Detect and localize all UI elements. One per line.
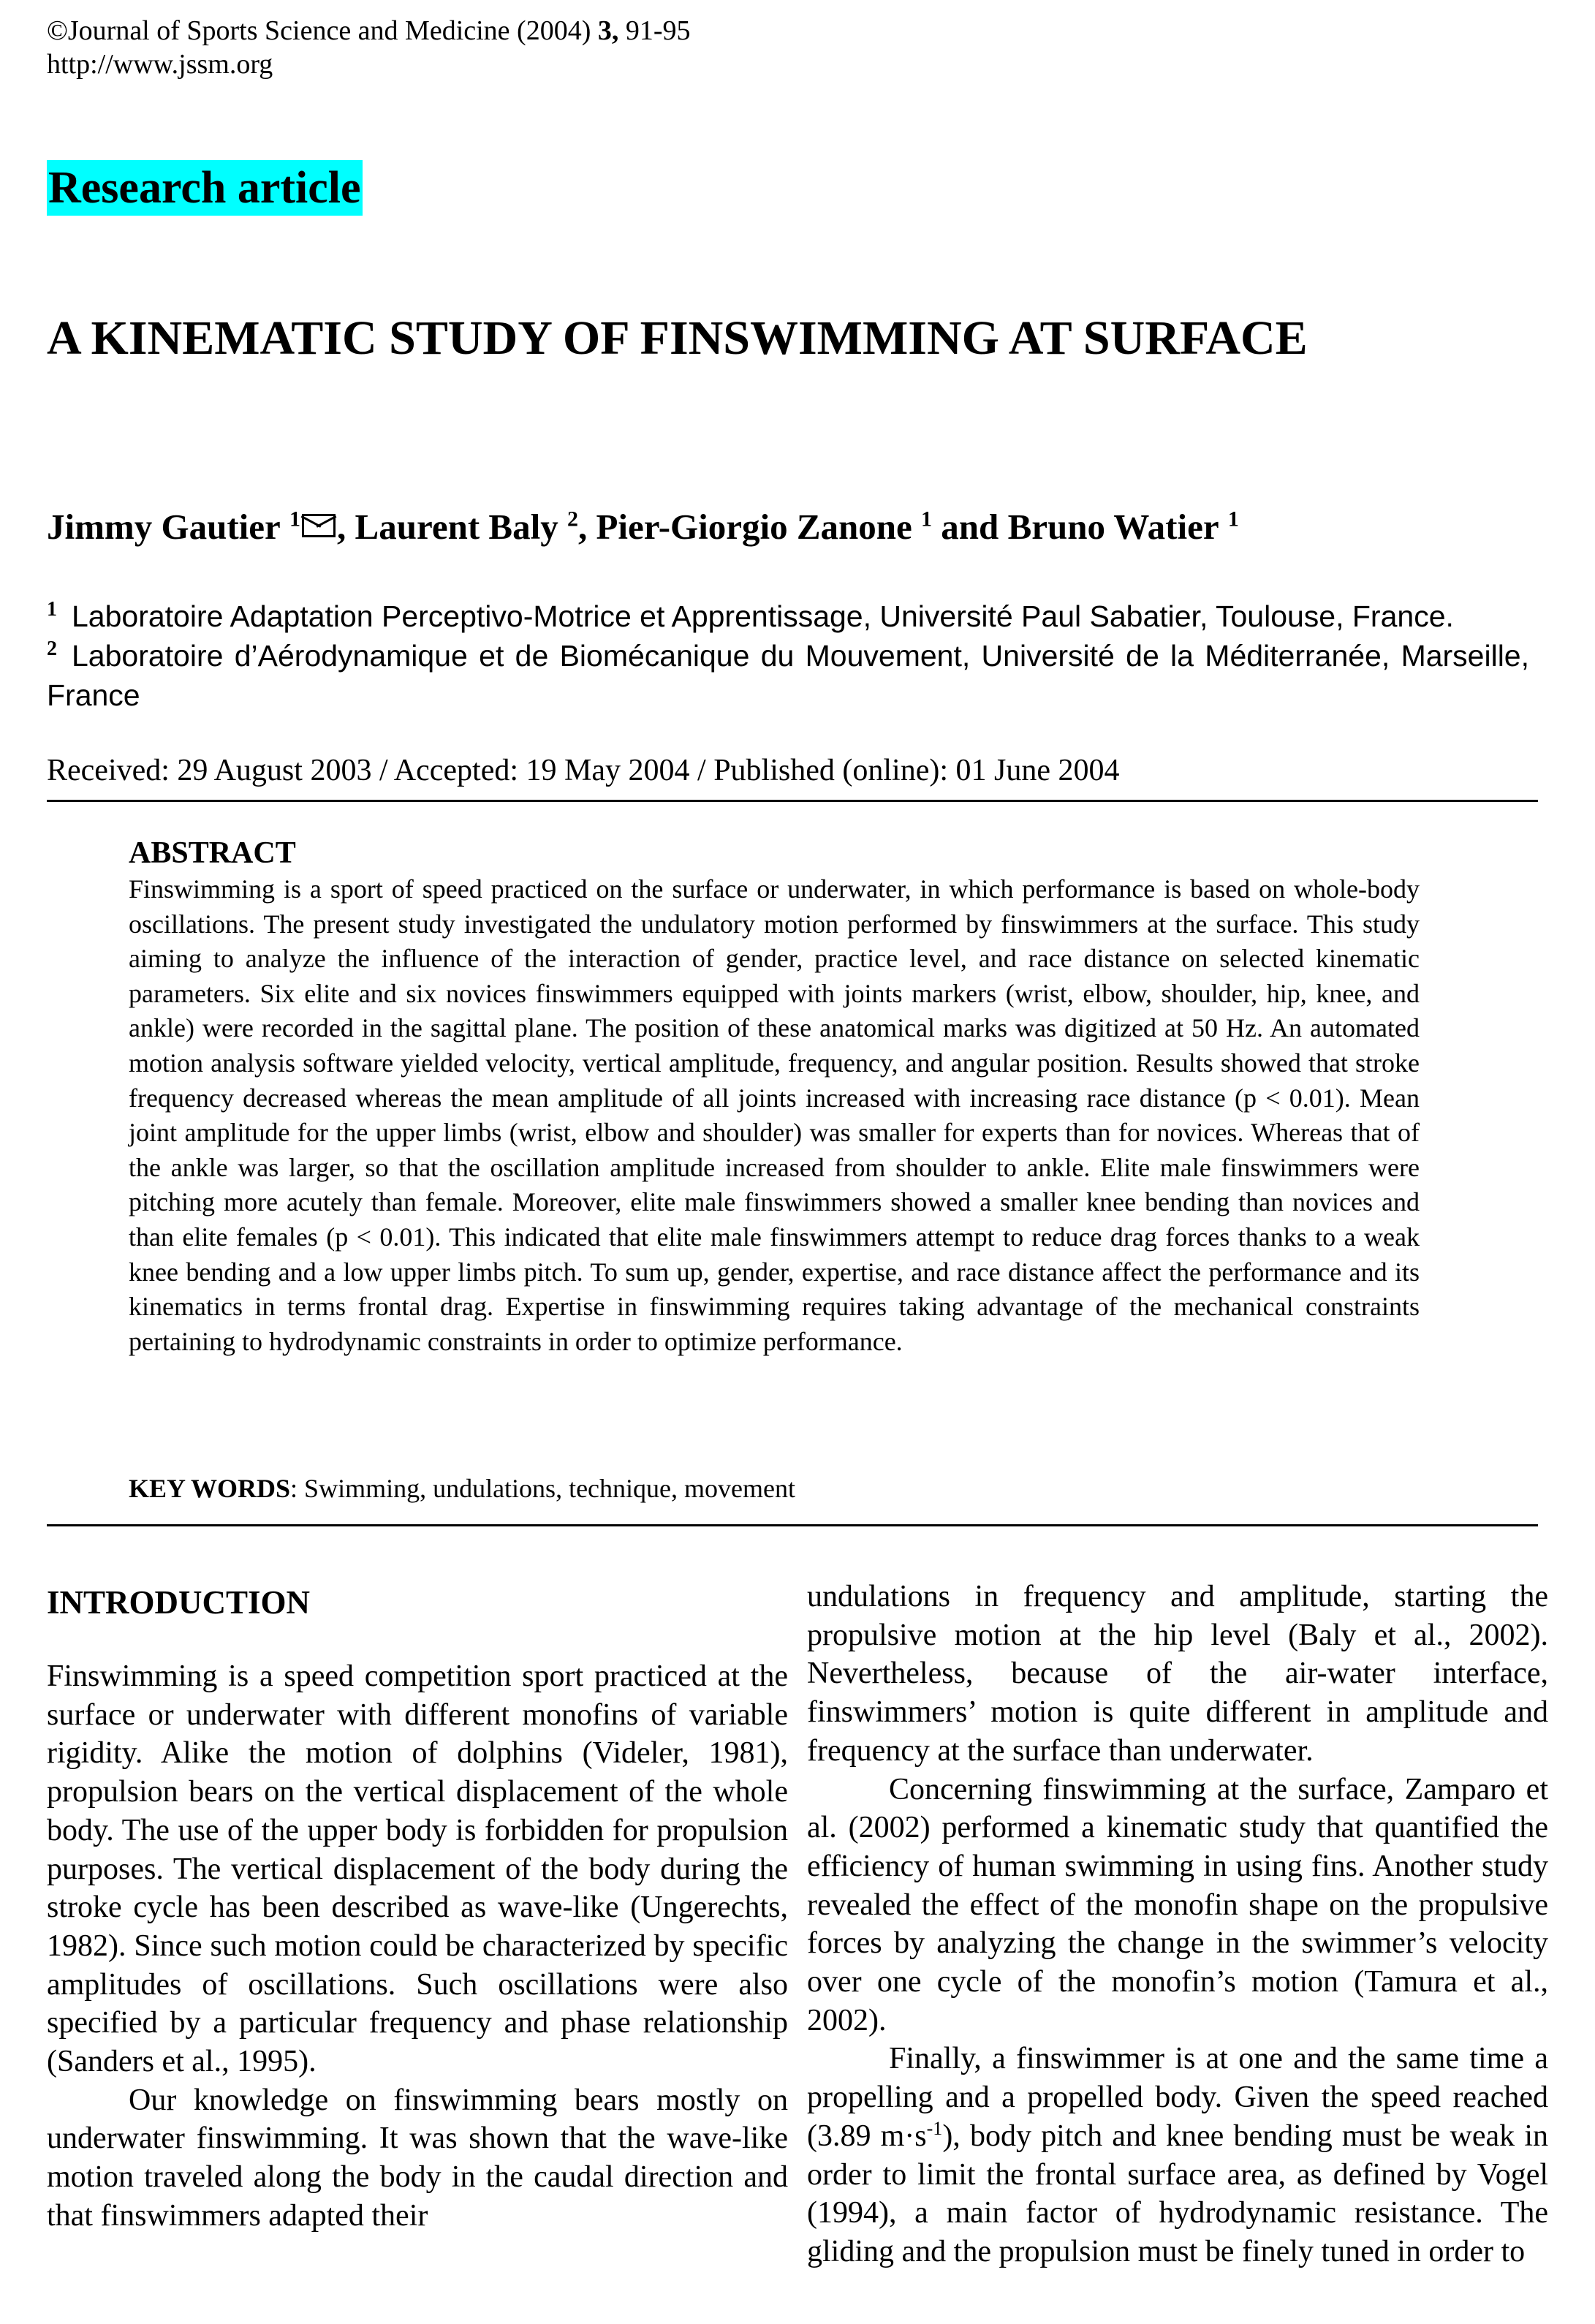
divider-top — [47, 800, 1538, 802]
keywords-text: : Swimming, undulations, technique, movement — [290, 1474, 795, 1503]
abstract-heading: ABSTRACT — [129, 836, 296, 870]
author-connector: and — [941, 507, 999, 547]
journal-url[interactable]: http://www.jssm.org — [47, 49, 273, 80]
affiliation-number: 1 — [47, 598, 57, 621]
abstract-text: Finswimming is a sport of speed practiced on the surface or underwater, in which performance is based on whole-body oscillations. The present study investigated the undulatory motion performed by finswimmers at the surface. This study aiming to analyze the influence of the interaction of gender, practice level, and race distance on selected kinematic parameters. Six elite and six novices finswimmers equipped with joints markers (wrist, elbow, shoulder, hip, knee, and ankle) were recorded in the sagittal plane. The position of these anatomical marks was digitized at 50 Hz. An automated motion analysis software yielded velocity, vertical amplitude, frequency, and angular position. Results showed that stroke frequency decreased whereas the mean amplitude of all joints increased with increasing race distance (p < 0.01). Mean joint amplitude for the upper limbs (wrist, elbow and shoulder) was smaller for experts than for novices. Whereas that of the ankle was larger, so that the oscillation amplitude increased from shoulder to ankle. Elite male finswimmers were pitching more acutely than female. Moreover, elite male finswimmers showed a smaller knee bending than novices and than elite females (p < 0.01). This indicated that elite male finswimmers attempt to reduce drag forces thanks to a weak knee bending and a low upper limbs pitch. To sum up, gender, expertise, and race distance affect the performance and its kinematics in terms frontal drag. Expertise in finswimming requires taking advantage of the mechanical constraints pertaining to hydrodynamic constraints in order to optimize performance. — [129, 874, 1420, 1356]
right-column — [807, 1578, 1548, 2271]
keywords-label: KEY WORDS — [129, 1474, 291, 1503]
journal-name: ©Journal of Sports Science and Medicine (2004) — [47, 15, 598, 46]
journal-volume: 3, — [597, 15, 619, 46]
author-name: Pier-Giorgio Zanone — [596, 507, 912, 547]
affiliation-1 — [47, 597, 1529, 636]
affiliation-text: Laboratoire d’Aérodynamique et de Biomécanique du Mouvement, Université de la Méditerranée, Marseille, France — [47, 639, 1529, 712]
email-icon[interactable] — [302, 514, 336, 537]
paragraph-text: Finally, a finswimmer is at one and the same time a propelling and a propelled body. Given the speed reached (3.89 m·s — [807, 2042, 1548, 2153]
paragraph — [807, 2040, 1548, 2271]
author-name: Jimmy Gautier — [47, 507, 281, 547]
paragraph: Concerning finswimming at the surface, Zamparo et al. (2002) performed a kinematic study that quantified the efficiency of human swimming in using fins. Another study revealed the effect of the monofin shape on the propulsive forces by analyzing the change in the swimmer’s velocity over one cycle of the monofin’s motion (Tamura et al., 2002). — [807, 1772, 1548, 2037]
affiliation-2 — [47, 636, 1529, 715]
journal-citation — [47, 13, 691, 48]
paragraph: undulations in frequency and amplitude, starting the propulsive motion at the hip level (Baly et al., 2002). Nevertheless, because of the air-water interface, finswimmers’ motion is quite different in amplitude and frequency at the surface than underwater. — [807, 1580, 1548, 1768]
author-name: Bruno Watier — [1007, 507, 1219, 547]
keywords — [129, 1471, 795, 1506]
paragraph: Finswimming is a speed competition sport practiced at the surface or underwater with different monofins of variable rigidity. Alike the motion of dolphins (Videler, 1981), propulsion bears on the vertical displacement of the whole body. The use of the upper body is forbidden for propulsion purposes. The vertical displacement of the body during the stroke cycle has been described as wave-like (Ungerechts, 1982). Since such motion could be characterized by specific amplitudes of oscillations. Such oscillations were also specified by a particular frequency and phase relationship (Sanders et al., 1995). — [47, 1659, 788, 2079]
publication-dates: Received: 29 August 2003 / Accepted: 19 May 2004 / Published (online): 01 June 2004 — [47, 754, 1120, 787]
article-title: A KINEMATIC STUDY OF FINSWIMMING AT SURFACE — [47, 311, 1308, 365]
author-name: Laurent Baly — [355, 507, 558, 547]
author-affiliation-mark: 1 — [289, 507, 301, 531]
journal-pages: 91-95 — [618, 15, 691, 46]
author-affiliation-mark: 2 — [567, 507, 578, 531]
author-list: Jimmy Gautier $^1$ , Laurent Baly $^2$, Pier-Giorgio Zanone $^1$ and Bruno Watier $^1$ — [47, 507, 1239, 547]
unit-exponent: -1 — [926, 2117, 943, 2139]
affiliation-text: Laboratoire Adaptation Perceptivo-Motrice et Apprentissage, Université Paul Sabatier, Toulouse, France. — [72, 599, 1454, 633]
article-type-badge: Research article — [47, 160, 363, 216]
section-heading-introduction: INTRODUCTION — [47, 1584, 311, 1621]
affiliation-number: 2 — [47, 637, 57, 661]
divider-bottom — [47, 1524, 1538, 1526]
author-affiliation-mark: 1 — [921, 507, 933, 531]
author-affiliation-mark: 1 — [1227, 507, 1239, 531]
paragraph-text: ), body pitch and knee bending must be weak in order to limit the frontal surface area, as defined by Vogel (1994), a main factor of hydrodynamic resistance. The gliding and the propulsion must be finely tuned in order to — [807, 2119, 1548, 2268]
left-column — [47, 1657, 788, 2236]
paragraph: Our knowledge on finswimming bears mostly on underwater finswimming. It was shown that the wave-like motion traveled along the body in the caudal direction and that finswimmers adapted their — [47, 2083, 788, 2233]
